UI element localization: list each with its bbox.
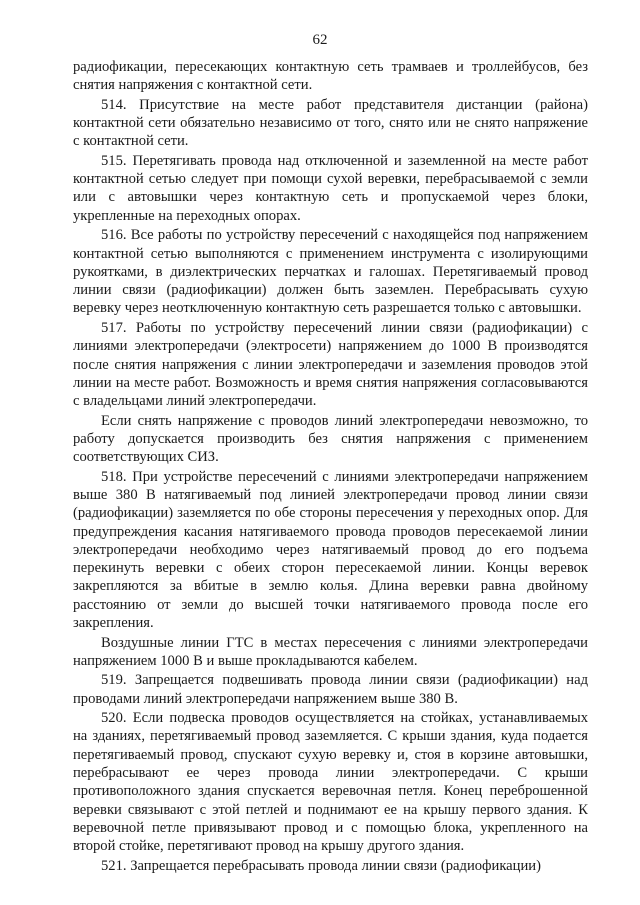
paragraph-521: 521. Запрещается перебрасывать провода линии связи (радиофикации) (101, 857, 541, 874)
paragraph-516: 516. Все работы по устройству пересечений с находящейся под напряжением контактной сетью выполняются с применением инструмента с изолирующими рукоятками, в диэлектрических перчатках и галошах. Перетягиваемый провод линии связи (радиофикации) должен быть заземлен. Перебрасывать сухую веревку через неотключенную контактную сеть разрешается только с автовышки. (73, 227, 588, 317)
document-body (73, 58, 588, 876)
paragraph-continued: радиофикации, пересекающих контактную сеть трамваев и троллейбусов, без снятия напряжения с контактной сети. (73, 59, 588, 94)
paragraph-518: 518. При устройстве пересечений с линиями электропередачи напряжением выше 380 В натягиваемый под линией электропередачи провод линии связи (радиофикации) заземляется по обе стороны пересечения у переходных опор. Для предупреждения касания натягиваемого провода проводов пересекаемой линии электропередачи необходимо через натягиваемый провод до его подъема перекинуть веревки с обеих сторон пересекаемой линии. Концы веревок закрепляются за вбитые в землю колья. Длина веревки равна двойному расстоянию от земли до высшей точки натягиваемого провода после его закрепления. (73, 468, 588, 632)
paragraph-514: 514. Присутствие на месте работ представителя дистанции (района) контактной сети обязательно независимо от того, снято или не снято напряжение с контактной сети. (73, 96, 588, 150)
paragraph-518-note: Воздушные линии ГТС в местах пересечения с линиями электропередачи напряжением 1000 В и выше прокладываются кабелем. (73, 634, 588, 669)
page-number: 62 (312, 32, 328, 48)
paragraph-515: 515. Перетягивать провода над отключенной и заземленной на месте работ контактной сетью следует при помощи сухой веревки, перебрасываемой с земли или с автовышки через контактную сеть и пропускаемой через блоки, укрепленные на переходных опорах. (73, 152, 588, 224)
paragraph-517-note: Если снять напряжение с проводов линий электропередачи невозможно, то работу допускается производить без снятия напряжения с применением соответствующих СИЗ. (73, 412, 588, 466)
paragraph-517: 517. Работы по устройству пересечений линии связи (радиофикации) с линиями электропередачи (электросети) напряжением до 1000 В производятся после снятия напряжения с линии электропередачи и заземления проводов этой линии на месте работ. Возможность и время снятия напряжения согласовываются с владельцами линий электропередачи. (73, 319, 588, 410)
paragraph-519: 519. Запрещается подвешивать провода линии связи (радиофикации) над проводами линий электропередачи напряжением выше 380 В. (73, 672, 588, 707)
paragraph-520: 520. Если подвеска проводов осуществляется на стойках, устанавливаемых на зданиях, перетягиваемый провод заземляется. С крыши здания, куда подается перетягиваемый провод, спускают сухую веревку и, стоя в корзине автовышки, перебрасывают ее через провода линии электропередачи. С крыши противоположного здания спускается веревочная петля. Конец переброшенной веревки связывают с этой петлей и поднимают ее на крышу первого здания. К веревочной петле привязывают провод и с помощью блока, укрепленного на второй стойке, перетягивают провод на крышу другого здания. (73, 710, 588, 855)
